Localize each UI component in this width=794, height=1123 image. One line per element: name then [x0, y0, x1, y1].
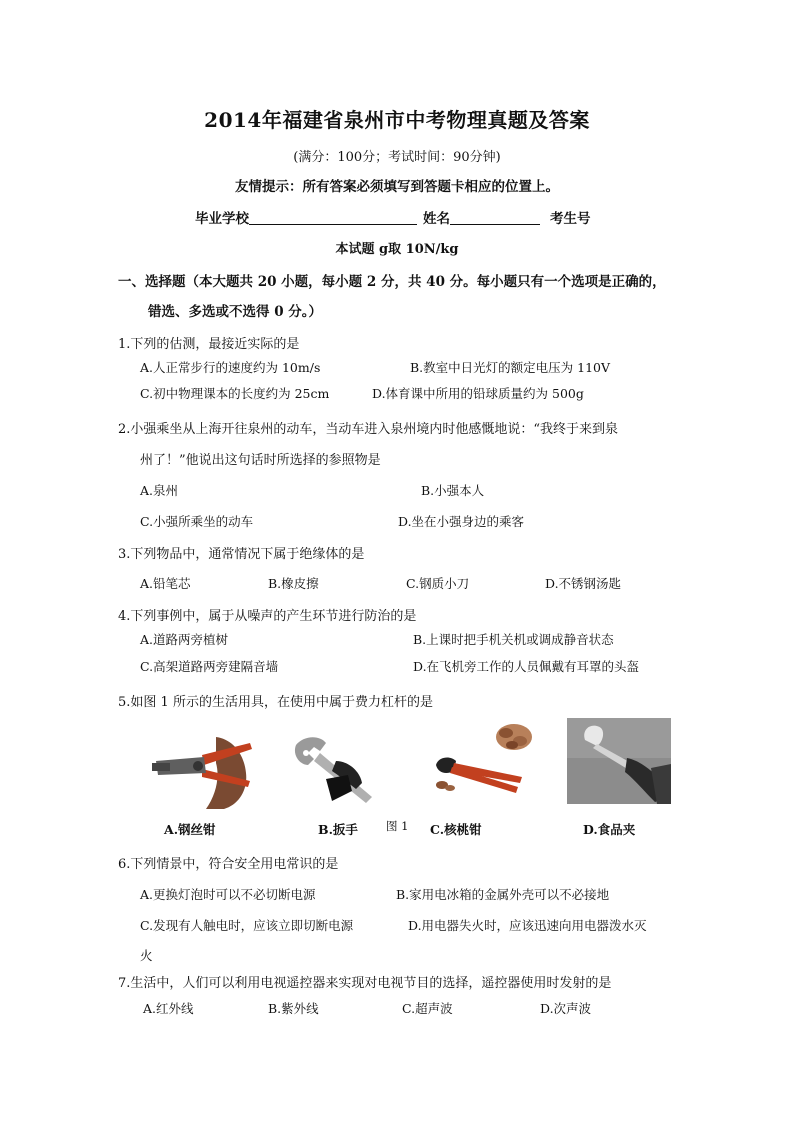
q4-option-d: D.在飞机旁工作的人员佩戴有耳罩的头盔 [413, 659, 640, 674]
question-1-stem: 1.下列的估测，最接近实际的是 [118, 337, 300, 352]
q1-option-a: A.人正常步行的速度约为 10m/s [140, 360, 321, 375]
q4-option-b: B.上课时把手机关机或调成静音状态 [413, 632, 614, 647]
question-6-stem: 6.下列情景中，符合安全用电常识的是 [118, 857, 339, 872]
q1-option-d: D.体育课中所用的铅球质量约为 500g [372, 386, 584, 401]
q3-option-c: C.钢质小刀 [406, 576, 470, 591]
question-5-stem: 5.如图 1 所示的生活用具，在使用中属于费力杠杆的是 [118, 695, 433, 710]
question-4-stem: 4.下列事例中，属于从噪声的产生环节进行防治的是 [118, 609, 417, 624]
q2-option-b: B.小强本人 [421, 483, 485, 498]
q2-option-d: D.坐在小强身边的乘客 [398, 514, 525, 529]
q6-option-d: D.用电器失火时，应该迅速向用电器泼水灭 [408, 918, 647, 933]
figure-label-d: D.食品夹 [583, 822, 636, 837]
q2-option-c: C.小强所乘坐的动车 [140, 514, 254, 529]
q1-option-c: C.初中物理课本的长度约为 25cm [140, 386, 330, 401]
q4-option-c: C.高架道路两旁建隔音墙 [140, 659, 279, 674]
q6-option-b: B.家用电冰箱的金属外壳可以不必接地 [396, 887, 610, 902]
q7-option-a: A.红外线 [143, 1001, 194, 1016]
q3-option-d: D.不锈钢汤匙 [545, 576, 622, 591]
page-title: 2014年福建省泉州市中考物理真题及答案 [204, 108, 590, 132]
exam-number-label: 考生号 [550, 211, 591, 227]
question-2-stem-line2: 州了！”他说出这句话时所选择的参照物是 [140, 453, 381, 468]
q1-option-b: B.教室中日光灯的额定电压为 110V [410, 360, 611, 375]
q7-option-d: D.次声波 [540, 1001, 592, 1016]
q2-option-a: A.泉州 [140, 483, 179, 498]
figure-label-b: B.扳手 [318, 822, 358, 837]
q6-option-c: C.发现有人触电时，应该立即切断电源 [140, 918, 354, 933]
q7-option-b: B.紫外线 [268, 1001, 319, 1016]
q6-option-a: A.更换灯泡时可以不必切断电源 [140, 887, 316, 902]
question-7-stem: 7.生活中，人们可以利用电视遥控器来实现对电视节目的选择，遥控器使用时发射的是 [118, 976, 612, 991]
question-3-stem: 3.下列物品中，通常情况下属于绝缘体的是 [118, 547, 365, 562]
figure-label-c: C.核桃钳 [430, 822, 482, 837]
q4-option-a: A.道路两旁植树 [140, 632, 229, 647]
section-heading-line1: 一、选择题（本大题共 20 小题，每小题 2 分，共 40 分。每小题只有一个选项是正确的， [118, 274, 666, 290]
section-heading-line2: 错选、多选或不选得 0 分。） [148, 304, 323, 320]
figure-label-a: A.钢丝钳 [164, 822, 216, 837]
school-blank[interactable] [249, 210, 417, 225]
q7-option-c: C.超声波 [402, 1001, 453, 1016]
food-tongs-image [567, 718, 671, 804]
q3-option-b: B.橡皮擦 [268, 576, 319, 591]
pliers-image [146, 733, 256, 811]
given-constant: 本试题 g取 10N/kg [335, 242, 459, 257]
school-label: 毕业学校 [195, 211, 249, 227]
name-label: 姓名 [423, 211, 450, 227]
wrench-image [286, 731, 382, 809]
student-info-fields [195, 207, 591, 227]
friendly-tip: 友情提示：所有答案必须填写到答题卡相应的位置上。 [235, 179, 559, 195]
figure-caption: 图 1 [386, 819, 409, 833]
q6-option-d-continuation: 火 [140, 948, 153, 963]
q3-option-a: A.铅笔芯 [140, 576, 191, 591]
exam-info: (满分：100分；考试时间：90分钟) [293, 150, 501, 165]
nutcracker-image [426, 721, 532, 797]
question-2-stem-line1: 2.小强乘坐从上海开往泉州的动车，当动车进入泉州境内时他感慨地说：“我终于来到泉 [118, 422, 619, 437]
name-blank[interactable] [450, 210, 540, 225]
